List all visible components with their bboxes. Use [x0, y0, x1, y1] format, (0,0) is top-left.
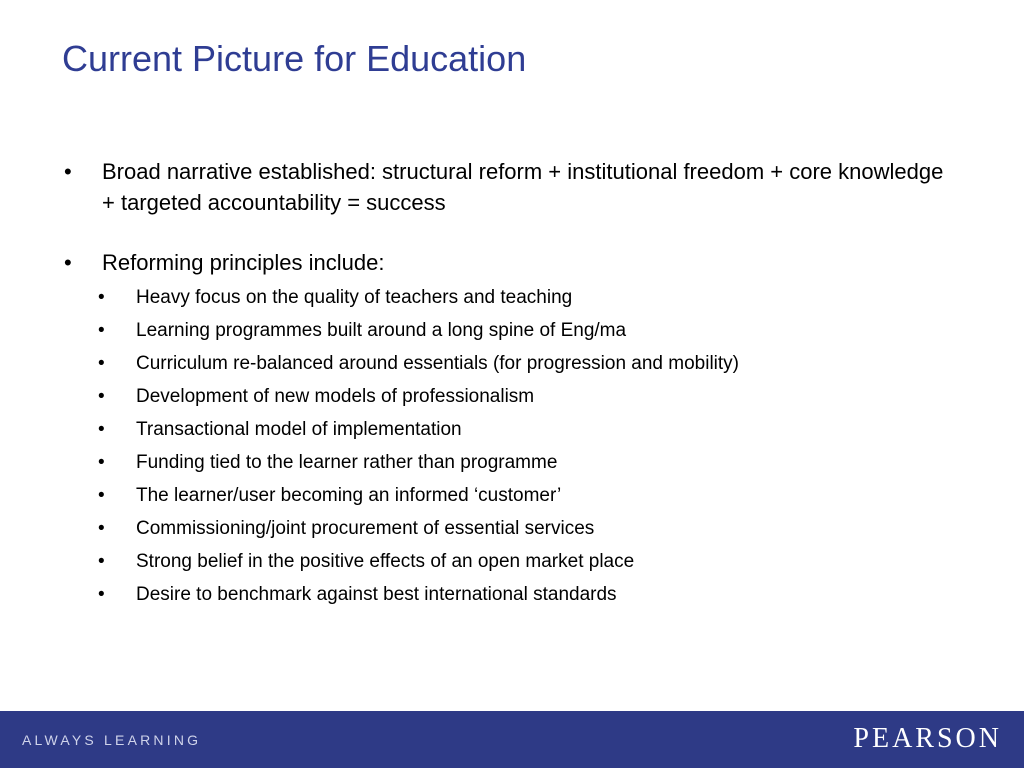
sub-bullet [62, 380, 962, 413]
footer-bar [0, 711, 1024, 768]
sub-bullet-text: Strong belief in the positive effects of an open market place [136, 551, 635, 572]
sub-bullet [62, 578, 962, 611]
sub-bullet-text: Curriculum re-balanced around essentials (for progression and mobility) [136, 353, 739, 374]
bullet-icon: • [98, 485, 105, 506]
bullet-icon: • [98, 452, 105, 473]
bullet-text: Broad narrative established: structural reform + institutional freedom + core knowledge + targeted accountability = success [102, 159, 944, 215]
bullet-point [62, 247, 962, 278]
bullet-icon: • [98, 386, 105, 407]
sub-bullet-text: Development of new models of professionalism [136, 386, 535, 407]
slide-title: Current Picture for Education [62, 38, 527, 79]
sub-bullet [62, 413, 962, 446]
sub-bullet-list [62, 281, 962, 611]
bullet-icon: • [64, 159, 72, 184]
bullet-icon: • [98, 287, 105, 308]
sub-bullet-text: Heavy focus on the quality of teachers and teaching [136, 287, 573, 308]
bullet-text: Reforming principles include: [102, 250, 385, 275]
sub-bullet-text: Funding tied to the learner rather than programme [136, 452, 558, 473]
sub-bullet [62, 281, 962, 314]
bullet-icon: • [64, 250, 72, 275]
bullet-icon: • [98, 419, 105, 440]
footer-tagline: ALWAYS LEARNING [22, 732, 202, 748]
sub-bullet [62, 479, 962, 512]
sub-bullet-text: Transactional model of implementation [136, 419, 462, 440]
bullet-icon: • [98, 551, 105, 572]
bullet-point [62, 156, 962, 218]
bullet-icon: • [98, 353, 105, 374]
bullet-icon: • [98, 584, 105, 605]
bullet-icon: • [98, 320, 105, 341]
sub-bullet [62, 314, 962, 347]
sub-bullet-text: Learning programmes built around a long spine of Eng/ma [136, 320, 627, 341]
sub-bullet-text: Desire to benchmark against best international standards [136, 584, 617, 605]
sub-bullet-text: The learner/user becoming an informed ‘customer’ [136, 485, 562, 506]
bullet-icon: • [98, 518, 105, 539]
sub-bullet [62, 545, 962, 578]
sub-bullet [62, 446, 962, 479]
sub-bullet-text: Commissioning/joint procurement of essential services [136, 518, 595, 539]
sub-bullet [62, 347, 962, 380]
pearson-logo: PEARSON [853, 723, 1002, 754]
sub-bullet [62, 512, 962, 545]
slide-body [62, 156, 962, 611]
